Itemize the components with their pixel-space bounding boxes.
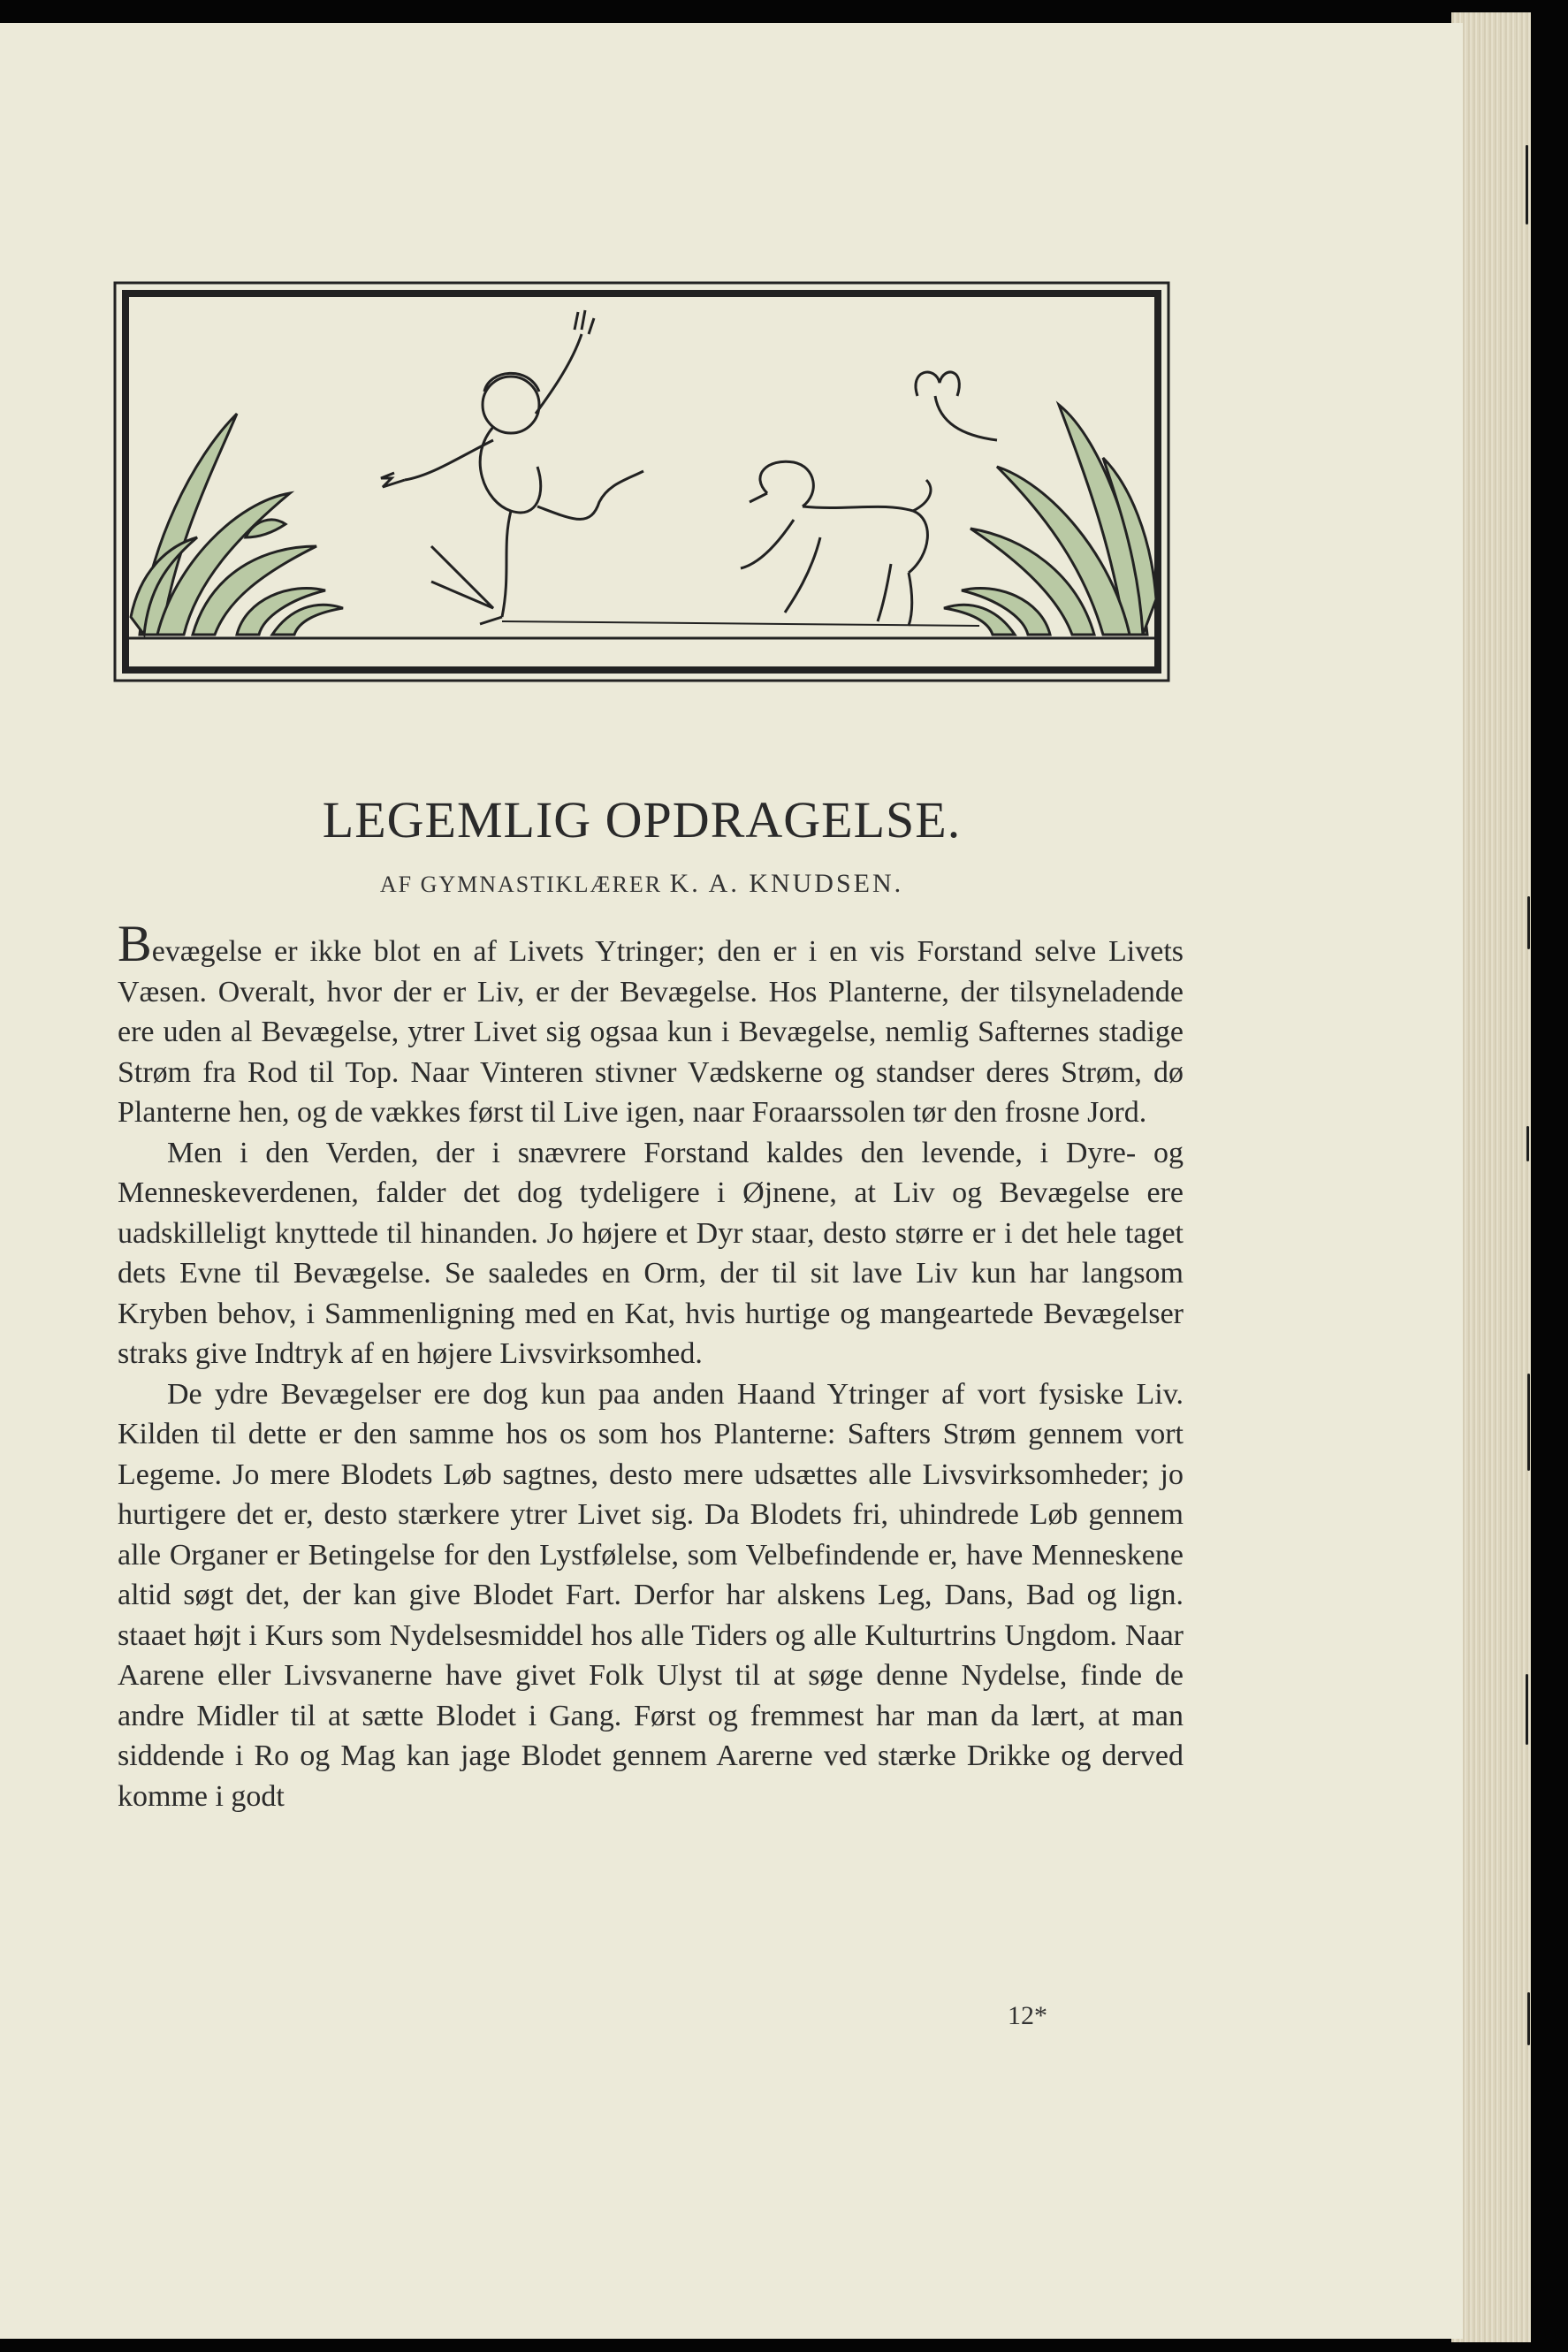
- paragraph-3: De ydre Bevægelser ere dog kun paa anden Haand Ytringer af vort fysiske Liv. Kilden til dette er den samme hos os som hos Planterne: Safters Strøm gennem vort Legeme. Jo mere Blodets Løb sagtnes, desto mere udsættes alle Livsvirksomheder; jo hurtigere det er, desto stærkere ytrer Livet sig. Da Blodets fri, uhindrede Løb gennem alle Organer er Betingelse for den Lystfølelse, som Velbefindende er, have Menneskene altid søgt det, der kan give Blodet Fart. Derfor har alskens Leg, Dans, Bad og lign. staaet højt i Kurs som Nydelsesmiddel hos alle Tiders og alle Kulturtrins Ungdom. Naar Aarene eller Livsvanerne have givet Folk Ulyst til at søge denne Nydelse, finde de andre Midler til at sætte Blodet i Gang. Først og fremmest har man da lært, at man siddende i Ro og Mag kan jage Blodet gennem Aarerne ved stærke Drikke og derved komme i godt: [118, 1377, 1184, 1813]
- byline-role: AF GYMNASTIKLÆRER: [379, 872, 663, 897]
- paragraph-1-text: evægelse er ikke blot en af Livets Ytringer; den er i en vis Forstand selve Livets Væsen. Overalt, hvor der er Liv, er der Bevægelse. Hos Planterne, der tilsyneladende ere uden al Bevægelse, ytrer Livet sig ogsaa kun i Bevægelse, nemlig Safternes stadige Strøm fra Rod til Top. Naar Vinteren stivner Vædskerne og standser deres Strøm, dø Planterne hen, og de vækkes først til Live igen, naar Foraarssolen tør den frosne Jord.: [118, 935, 1184, 1129]
- paragraph-1: [118, 915, 1184, 1133]
- header-illustration: [113, 281, 1170, 682]
- article-title: LEGEMLIG OPDRAGELSE.: [322, 791, 962, 849]
- article-byline: [113, 869, 1170, 900]
- drop-cap: B: [118, 915, 152, 972]
- page-signature: 12*: [1008, 2001, 1047, 2030]
- byline-author: K. A. KNUDSEN.: [669, 869, 904, 898]
- paragraph-2: Men i den Verden, der i snævrere Forstand kaldes den levende, i Dyre- og Menneskeverdenen, falder det dog tydeligere i Øjnene, at Liv og Bevægelse ere uadskilleligt knyttede til hinanden. Jo højere et Dyr staar, desto større er i det hele taget dets Evne til Bevægelse. Se saaledes en Orm, der til sit lave Liv kun har langsom Kryben behov, i Sammenligning med en Kat, hvis hurtige og mangeartede Bevægelser straks give Indtryk af en højere Livsvirksomhed.: [118, 1136, 1184, 1370]
- article-body: [118, 915, 1184, 1816]
- book-page-edges: [1451, 12, 1531, 2342]
